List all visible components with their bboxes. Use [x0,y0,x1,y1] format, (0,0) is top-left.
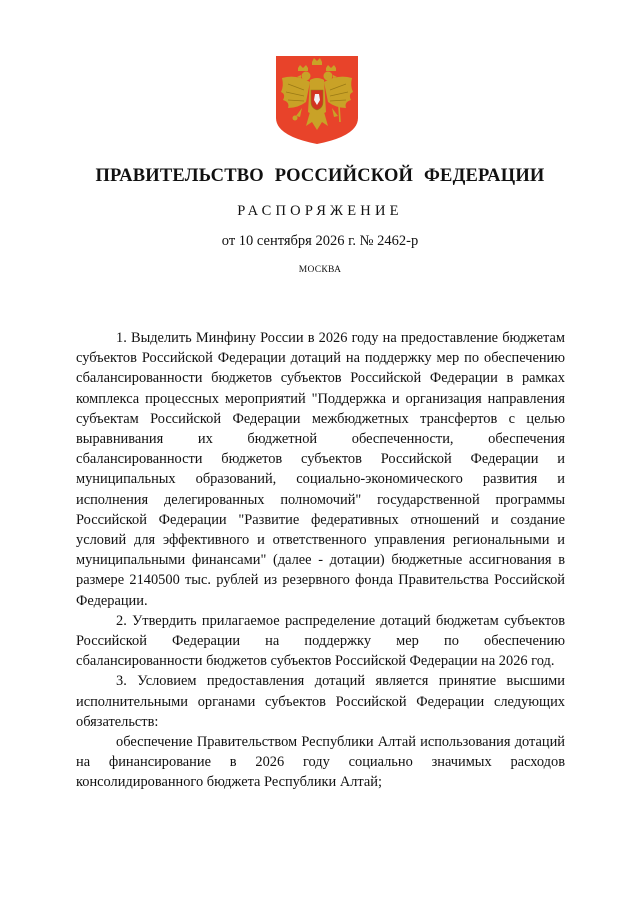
coat-of-arms-emblem [276,56,358,144]
document-city: МОСКВА [298,265,342,275]
paragraph-4: обеспечение Правительством Республики Алтай использования дотаций на финансирование в 2026 году социально значимых расходов консолидированного бюджета Республики Алтай; [76,734,565,791]
page-title: ПРАВИТЕЛЬСТВО РОССИЙСКОЙ ФЕДЕРАЦИИ [95,166,545,186]
document-type: РАСПОРЯЖЕНИЕ [237,203,403,219]
paragraph-1: 1. Выделить Минфину России в 2026 году на предоставление бюджетам субъектов Российской Федерации дотаций на поддержку мер по обеспечению сбалансированности бюджетов субъектов Российской Федерации в рамках комплекса процессных мероприятий "Поддержка и организация направления субъектам Российской Федерации межбюджетных трансфертов с целью выравнивания их бюджетной обеспеченности, обеспечения сбалансированности бюджетов субъектов Российской Федерации и муниципальных образований, социально-экономического развития и исполнения делегированных полномочий" государственной программы Российской Федерации "Развитие федеративных отношений и создание условий для эффективного и ответственного управления региональными и муниципальными финансами" (далее - дотации) бюджетные ассигнования в размере 2140500 тыс. рублей из резервного фонда Правительства Российской Федерации. [76,330,565,609]
document-date-number: от 10 сентября 2026 г. № 2462-р [221,233,419,249]
paragraph-3: 3. Условием предоставления дотаций является принятие высшими исполнительными органами субъектов Российской Федерации следующих обязательств: [76,673,565,730]
document-body [76,328,565,793]
russian-coat-of-arms-icon [276,56,358,144]
paragraph-2: 2. Утвердить прилагаемое распределение дотаций бюджетам субъектов Российской Федерации на поддержку мер по обеспечению сбалансированности бюджетов субъектов Российской Федерации на 2026 год. [76,612,565,670]
